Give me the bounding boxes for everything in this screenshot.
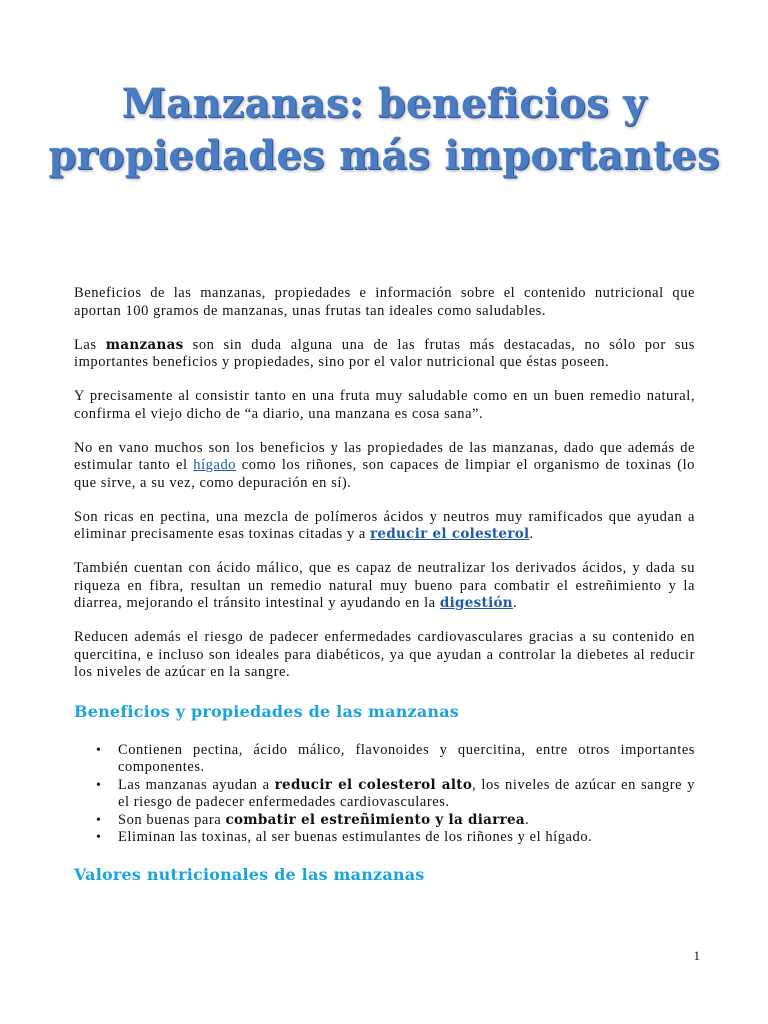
paragraph-2 — [74, 337, 695, 372]
list-item — [118, 812, 695, 830]
p2-pre: Las — [74, 336, 106, 353]
section-heading-beneficios: Beneficios y propiedades de las manzanas — [74, 701, 459, 721]
document-body — [74, 285, 695, 905]
list-item: • Contienen pectina, ácido málico, flavonoides y quercitina, entre otros importantes componentes. — [118, 742, 695, 777]
benefits-list — [74, 742, 695, 847]
b2-post: , los niveles de azúcar en sangre y el riesgo de padecer enfermedades cardiovasculares. — [118, 776, 695, 810]
intro-paragraph: Beneficios de las manzanas, propiedades e información sobre el contenido nutricional que aportan 100 gramos de manzanas, unas frutas tan ideales como saludables. — [74, 285, 695, 319]
paragraph-5 — [74, 509, 695, 544]
b3-post: . — [524, 811, 530, 828]
p5-post: . — [529, 526, 534, 542]
b3-bold: combatir el estreñimiento y la diarrea — [225, 811, 525, 828]
link-higado[interactable]: hígado — [193, 457, 237, 473]
p2-bold-manzanas: manzanas — [105, 336, 184, 353]
list-item: • Eliminan las toxinas, al ser buenas estimulantes de los riñones y el hígado. — [118, 829, 695, 847]
link-reducir-colesterol[interactable] — [370, 526, 529, 542]
p4-post: como los riñones, son capaces de limpiar el organismo de toxinas (lo que sirve, a su vez, como depuración en sí). — [74, 457, 695, 491]
link-reducir-colesterol-text: reducir el colesterol — [370, 526, 530, 542]
p5-pre: Son ricas en pectina, una mezcla de polímeros ácidos y neutros muy ramificados que ayudan a eliminar precisamente esas toxinas citadas y a — [74, 508, 695, 542]
p2-post: son sin duda alguna una de las frutas más destacadas, no sólo por sus importantes beneficios y propiedades, sino por el valor nutricional que éstas poseen. — [74, 336, 696, 370]
title-line-1: Manzanas: beneficios y — [121, 80, 647, 127]
p4-pre: No en vano muchos son los beneficios y las propiedades de las manzanas, dado que además de estimular tanto el — [74, 439, 695, 473]
section-heading-valores: Valores nutricionales de las manzanas — [74, 864, 425, 884]
p6-post: . — [512, 595, 518, 611]
b3-pre: Son buenas para — [118, 811, 226, 828]
link-digestion[interactable] — [440, 595, 513, 611]
b2-pre: Las manzanas ayudan a — [118, 776, 275, 793]
list-item — [118, 777, 695, 812]
document-title — [40, 78, 728, 182]
link-digestion-text: digestión — [439, 595, 513, 611]
paragraph-6 — [74, 560, 695, 613]
paragraph-7: Reducen además el riesgo de padecer enfermedades cardiovasculares gracias a su contenido en quercitina, e incluso son ideales para diabéticos, ya que ayudan a controlar la diebetes al reducir los niveles de azúcar en la sangre. — [74, 629, 695, 680]
title-line-2: propiedades más importantes — [48, 132, 720, 179]
paragraph-4 — [74, 440, 695, 493]
p6-pre: También cuentan con ácido málico, que es capaz de neutralizar los derivados ácidos, y dada su riqueza en fibra, resultan un remedio natural muy bueno para combatir el estreñimiento y la diarrea, mejorando el tránsito intestinal y ayudando en la — [74, 560, 695, 611]
b2-bold: reducir el colesterol alto — [274, 776, 473, 793]
page-number: 1 — [693, 948, 700, 963]
paragraph-3: Y precisamente al consistir tanto en una fruta muy saludable como en un buen remedio natural, confirma el viejo dicho de “a diario, una manzana es cosa sana”. — [74, 388, 695, 422]
